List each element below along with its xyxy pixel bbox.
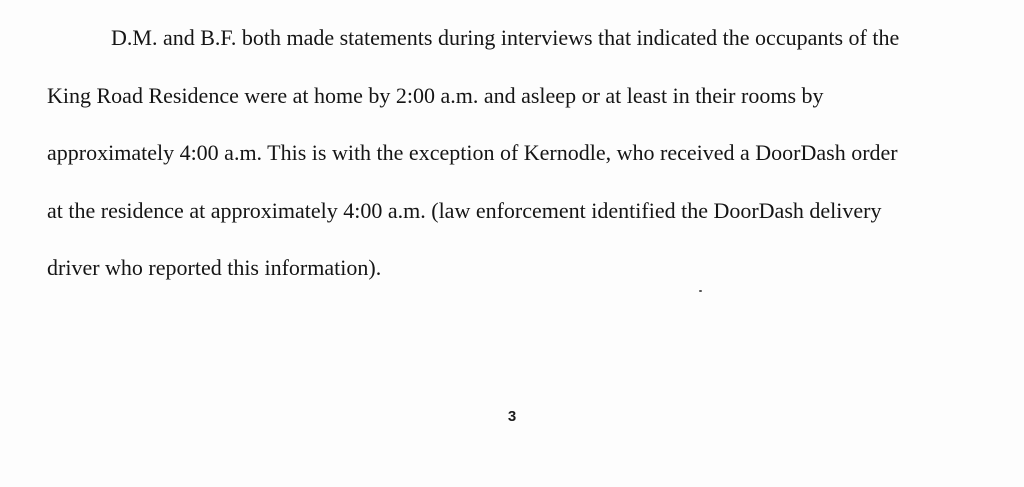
paragraph-line: at the residence at approximately 4:00 a.m. (law enforcement identified the DoorDash delivery	[47, 197, 882, 223]
paragraph-line: driver who reported this information).	[47, 255, 382, 280]
page-number: 3	[507, 408, 517, 425]
paragraph-line: D.M. and B.F. both made statements during interviews that indicated the occupants of the	[111, 25, 900, 50]
paragraph-line: approximately 4:00 a.m. This is with the exception of Kernodle, who received a DoorDash order	[47, 140, 898, 165]
paragraph-line: King Road Residence were at home by 2:00 a.m. and asleep or at least in their rooms by	[47, 82, 824, 108]
body-paragraph	[47, 18, 987, 306]
scan-speck	[699, 290, 702, 292]
